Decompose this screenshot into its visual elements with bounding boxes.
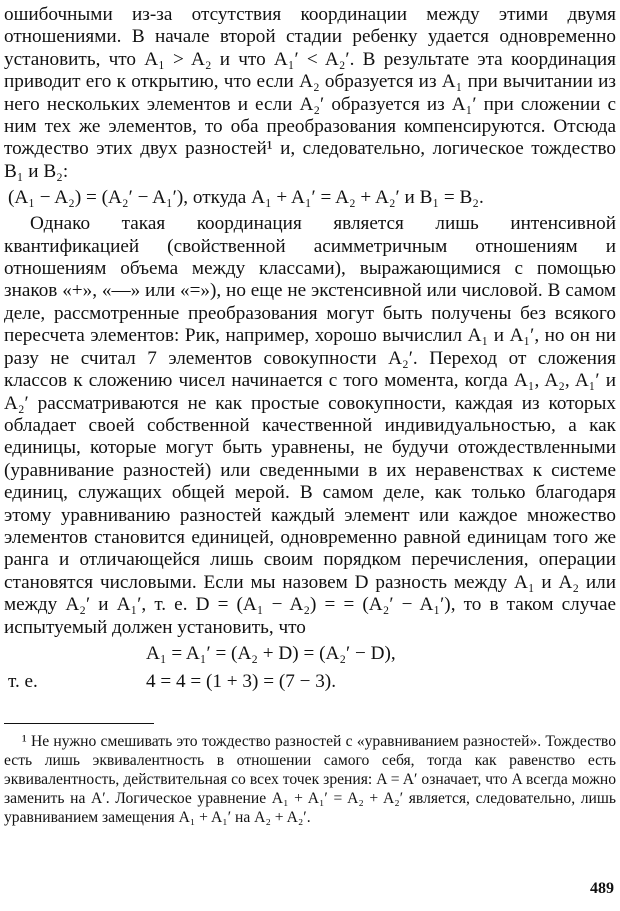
equation-3: 4 = 4 = (1 + 3) = (7 − 3). bbox=[146, 670, 336, 692]
paragraph-2: Однако такая координация является лишь интенсивной квантификацией (свойственной асимметричным отношениям и отношениям объема между классами), выражающимися с помощью знаков «+», «—» или «=»), но еще не экстенсивной или числовой. В самом деле, рассмотренные преобразования могут быть получены без всякого пересчета элементов: Рик, например, хорошо вычислил A₁ и A₁′, но он ни разу не считал 7 элементов совокупности A₂′. Переход от сложения классов к сложению чисел начинается с того момента, когда A₁, A₂, A₁′ и A₂′ рассматриваются не как простые совокупности, каждая из которых обладает своей собственной качественной индивидуальностью, а как единицы, которые могут быть уравнены, не будучи отождествленными (уравнивание разностей) или сведенными в их неравенствах к системе единиц, служащих общей мерой. В самом деле, как только благодаря этому уравниванию разностей каждый элемент или каждое множество элементов становится единицей, одновременно равной единицам того же ранга и отличающейся лишь своим порядком перечисления, операции становятся числовыми. Если мы назовем D разность между A₁ и A₂ или между A₂′ и A₁′, т. е. D = (A₁ − A₂) = = (A₂′ − A₁′), то в таком случае испытуемый должен установить, что bbox=[4, 213, 616, 638]
footnote-divider bbox=[4, 723, 154, 724]
equation-2: A₁ = A₁′ = (A₂ + D) = (A₂′ − D), bbox=[146, 642, 396, 664]
page bbox=[4, 4, 616, 827]
equation-1: (A₁ − A₂) = (A₂′ − A₁′), откуда A₁ + A₁′ = A₂ + A₂′ и B₁ = B₂. bbox=[8, 187, 484, 209]
equation-3-prefix: т. е. bbox=[8, 670, 38, 692]
page-number: 489 bbox=[590, 880, 614, 897]
footnote: ¹ Не нужно смешивать это тождество разностей с «уравниванием разностей». Тождество есть лишь эквивалентность в отношении самого себя, тогда как равенство есть эквивалентность, действительная со всех точек зрения: A = A′ означает, что A всегда можно заменить на A′. Логическое уравнение A₁ + A₁′ = A₂ + A₂′ является, следовательно, лишь уравниванием замещения A₁ + A₁′ на A₂ + A₂′. bbox=[4, 732, 616, 826]
equation-3-row bbox=[4, 669, 616, 695]
paragraph-1: ошибочными из-за отсутствия координации между этими двумя отношениями. В начале второй стадии ребенку удается одновременно установить, что A₁ > A₂ и что A₁′ < A₂′. В результате эта координация приводит его к открытию, что если A₂ образуется из A₁ при вычитании из него нескольких элементов и если A₂′ образуется из A₁′ при сложении с ним тех же элементов, то оба преобразования компенсируются. Отсюда тождество этих двух разностей¹ и, следовательно, логическое тождество B₁ и B₂: bbox=[4, 4, 616, 182]
